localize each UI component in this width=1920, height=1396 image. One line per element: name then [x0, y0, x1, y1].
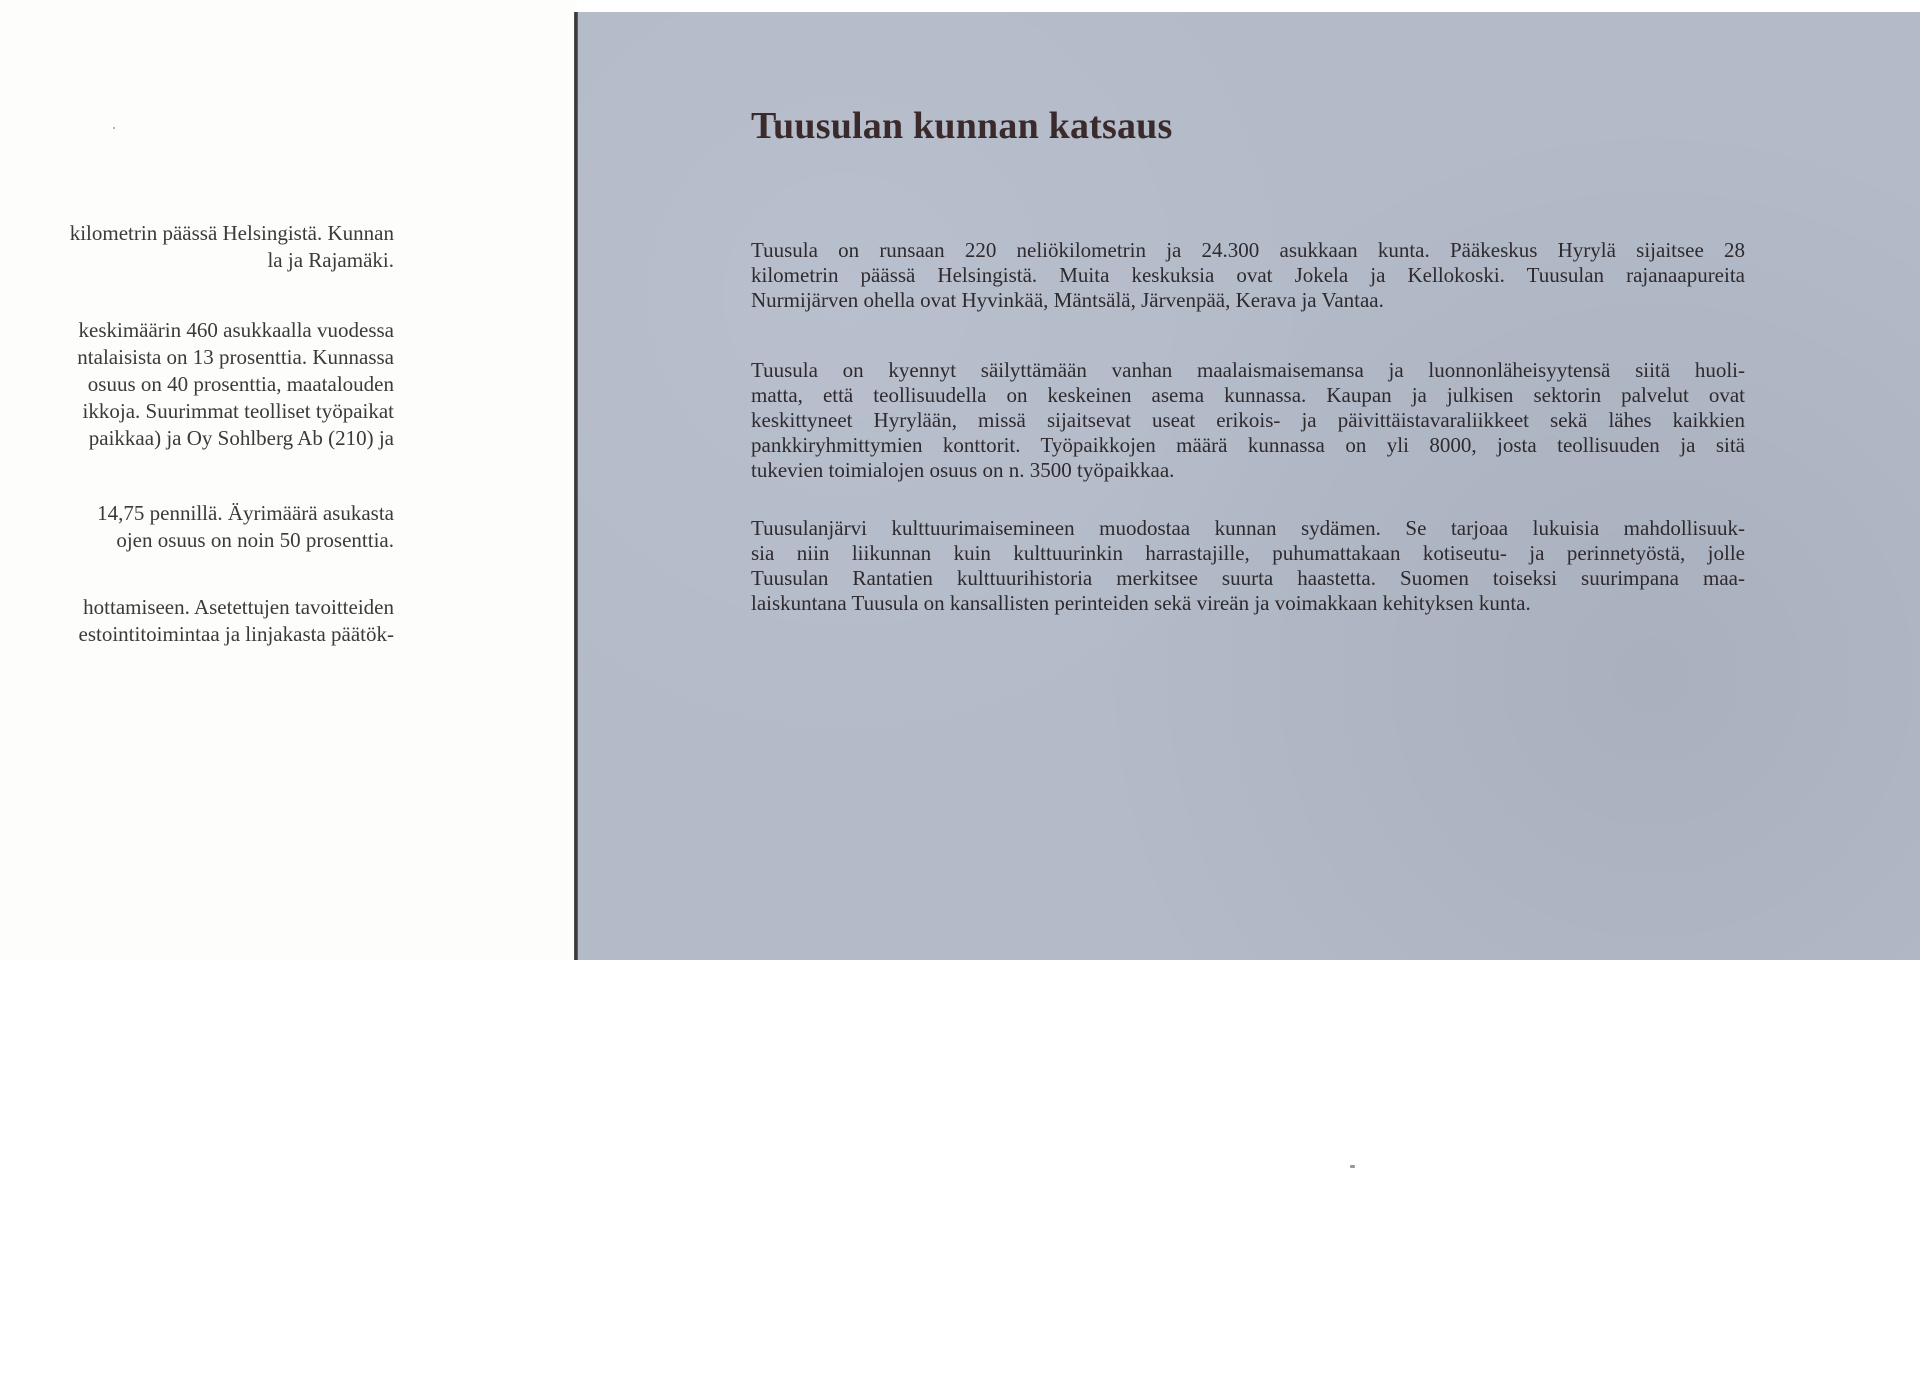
text-line: Tuusula on runsaan 220 neliökilometrin ja 24.300 asukkaan kunta. Pääkeskus Hyrylä sijaitsee 28 [751, 238, 1745, 262]
left-line: ntalaisista on 13 prosenttia. Kunnassa [77, 345, 394, 369]
left-paragraph-4 [0, 594, 394, 648]
right-page [578, 12, 1920, 960]
left-paragraph-3 [0, 500, 394, 554]
left-line: ikkoja. Suurimmat teolliset työpaikat [82, 399, 394, 423]
left-line: paikkaa) ja Oy Sohlberg Ab (210) ja [88, 426, 394, 450]
left-line: hottamiseen. Asetettujen tavoitteiden [83, 595, 394, 619]
left-paragraph-2 [0, 317, 394, 452]
text-line: keskittyneet Hyrylään, missä sijaitsevat useat erikois- ja päivittäistavaraliikkeet sekä lähes kaikkien [751, 408, 1745, 432]
text-line: sia niin liikunnan kuin kulttuurinkin harrastajille, puhumattakaan kotiseutu- ja perinnetyöstä, jolle [751, 541, 1745, 565]
left-line: ojen osuus on noin 50 prosenttia. [116, 528, 394, 552]
text-line: tukevien toimialojen osuus on n. 3500 työpaikkaa. [751, 458, 1175, 482]
left-paragraph-1 [0, 220, 394, 274]
text-line: pankkiryhmittymien konttorit. Työpaikkojen määrä kunnassa on yli 8000, josta teollisuuden ja sitä [751, 433, 1745, 457]
paper-speck [113, 127, 115, 129]
body-paragraph-3 [751, 516, 1745, 616]
text-line: kilometrin päässä Helsingistä. Muita keskuksia ovat Jokela ja Kellokoski. Tuusulan rajanaapureita [751, 263, 1745, 287]
text-line: Nurmijärven ohella ovat Hyvinkää, Mäntsälä, Järvenpää, Kerava ja Vantaa. [751, 288, 1384, 312]
left-line: osuus on 40 prosenttia, maatalouden [87, 372, 394, 396]
page-title: Tuusulan kunnan katsaus [751, 105, 1173, 147]
scan-speck [1350, 1165, 1355, 1168]
left-line: estointitoimintaa ja linjakasta päätök- [78, 622, 394, 646]
text-line: Tuusulanjärvi kulttuurimaisemineen muodostaa kunnan sydämen. Se tarjoaa lukuisia mahdollisuuk- [751, 516, 1745, 540]
left-line: 14,75 pennillä. Äyrimäärä asukasta [97, 501, 394, 525]
text-line: Tuusula on kyennyt säilyttämään vanhan maalaismaisemansa ja luonnonläheisyytensä siitä huoli- [751, 358, 1745, 382]
text-line: laiskuntana Tuusula on kansallisten perinteiden sekä vireän ja voimakkaan kehityksen kunta. [751, 591, 1531, 615]
left-page [0, 0, 577, 960]
text-line: Tuusulan Rantatien kulttuurihistoria merkitsee suurta haastetta. Suomen toiseksi suurimpana maa- [751, 566, 1745, 590]
left-line: keskimäärin 460 asukkaalla vuodessa [78, 318, 394, 342]
body-paragraph-1 [751, 238, 1745, 313]
left-line: kilometrin päässä Helsingistä. Kunnan [69, 221, 394, 245]
body-paragraph-2 [751, 358, 1745, 483]
text-line: matta, että teollisuudella on keskeinen asema kunnassa. Kaupan ja julkisen sektorin palvelut ovat [751, 383, 1745, 407]
left-line: la ja Rajamäki. [267, 248, 394, 272]
